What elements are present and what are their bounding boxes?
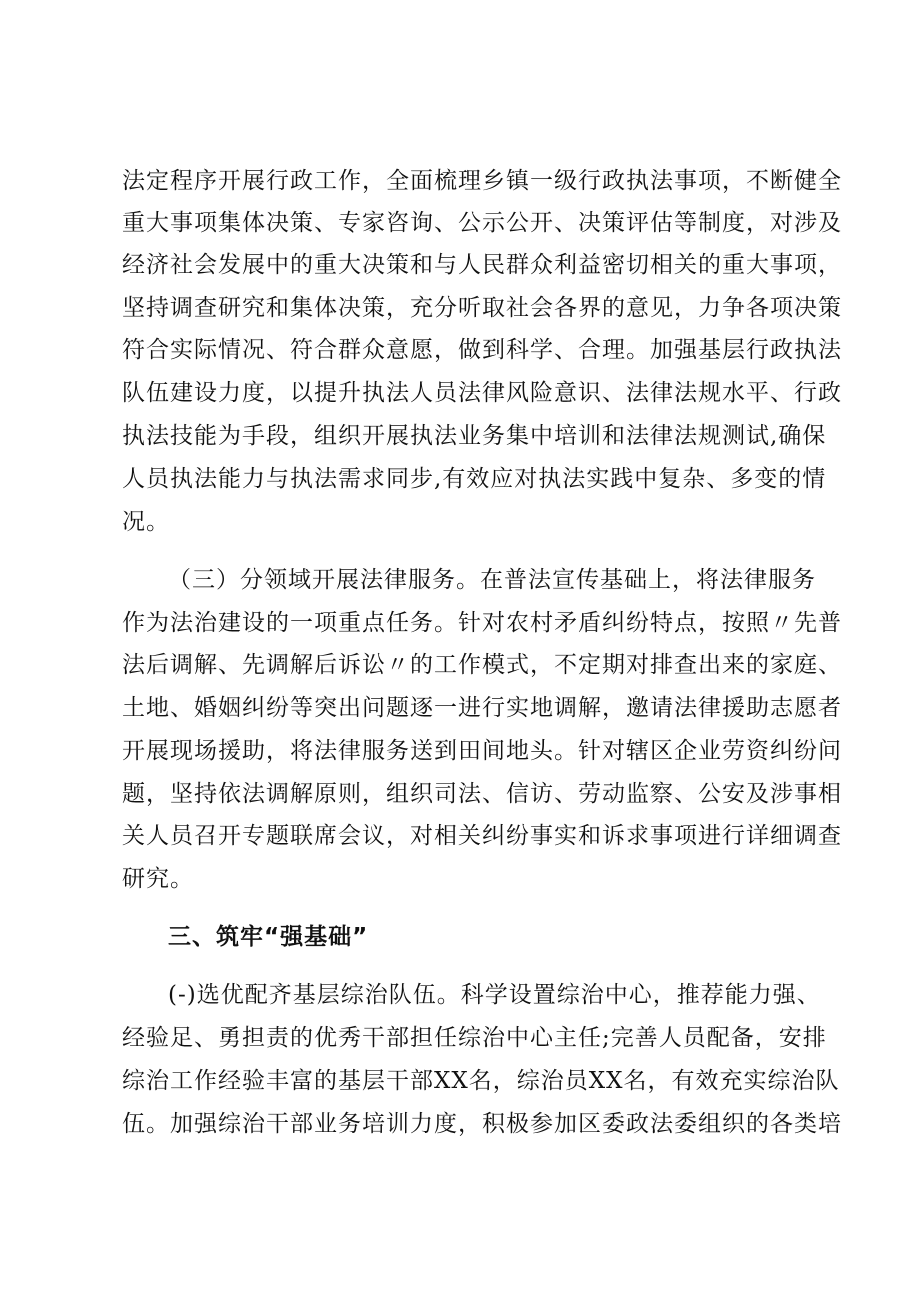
paragraph-3-line-2: 经验足、勇担责的优秀干部担任综治中心主任;完善人员配备，安排 (122, 1025, 827, 1051)
paragraph-3-line-4: 伍。加强综治干部业务培训力度，积极参加区委政法委组织的各类培 (122, 1111, 842, 1137)
paragraph-2-line-4: 土地、婚姻纠纷等突出问题逐一进行实地调解，邀请法律援助志愿者 (122, 695, 842, 721)
paragraph-2-line-5: 开展现场援助，将法律服务送到田间地头。针对辖区企业劳资纠纷问 (122, 738, 842, 764)
section-heading: 三、筑牢“强基础” (168, 924, 369, 950)
paragraph-2-line-2: 作为法治建设的一项重点任务。针对农村矛盾纠纷特点，按照〃先普 (122, 610, 842, 636)
paragraph-1-line-5: 符合实际情况、符合群众意愿，做到科学、合理。加强基层行政执法 (122, 337, 842, 363)
paragraph-1-line-1: 法定程序开展行政工作，全面梳理乡镇一级行政执法事项，不断健全 (122, 168, 842, 194)
paragraph-1-line-4: 坚持调查研究和集体决策，充分听取社会各界的意见，力争各项决策 (122, 295, 842, 321)
paragraph-2-line-3: 法后调解、先调解后诉讼〃的工作模式，不定期对排查出来的家庭、 (122, 652, 842, 678)
paragraph-1-line-3: 经济社会发展中的重大决策和与人民群众利益密切相关的重大事项， (122, 252, 842, 278)
paragraph-2-line-8: 研究。 (122, 866, 194, 892)
paragraph-1-line-8: 人员执法能力与执法需求同步,有效应对执法实践中复杂、多变的情 (122, 466, 827, 492)
paragraph-2-line-1: （三）分领域开展法律服务。在普法宣传基础上，将法律服务 (168, 567, 816, 593)
paragraph-3-line-1: (-)选优配齐基层综治队伍。科学设置综治中心，推荐能力强、 (168, 982, 821, 1008)
paragraph-3-line-3: 综治工作经验丰富的基层干部XX名，综治员XX名，有效充实综治队 (122, 1068, 840, 1094)
paragraph-2-line-6: 题，坚持依法调解原则，组织司法、信访、劳动监察、公安及涉事相 (122, 781, 842, 807)
paragraph-1-line-9: 况。 (122, 509, 170, 535)
paragraph-2-line-7: 关人员召开专题联席会议，对相关纠纷事实和诉求事项进行详细调查 (122, 823, 842, 849)
paragraph-1-line-2: 重大事项集体决策、专家咨询、公示公开、决策评估等制度，对涉及 (122, 210, 842, 236)
paragraph-1-line-6: 队伍建设力度，以提升执法人员法律风险意识、法律法规水平、行政 (122, 380, 842, 406)
paragraph-1-line-7: 执法技能为手段，组织开展执法业务集中培训和法律法规测试,确保 (122, 423, 827, 449)
